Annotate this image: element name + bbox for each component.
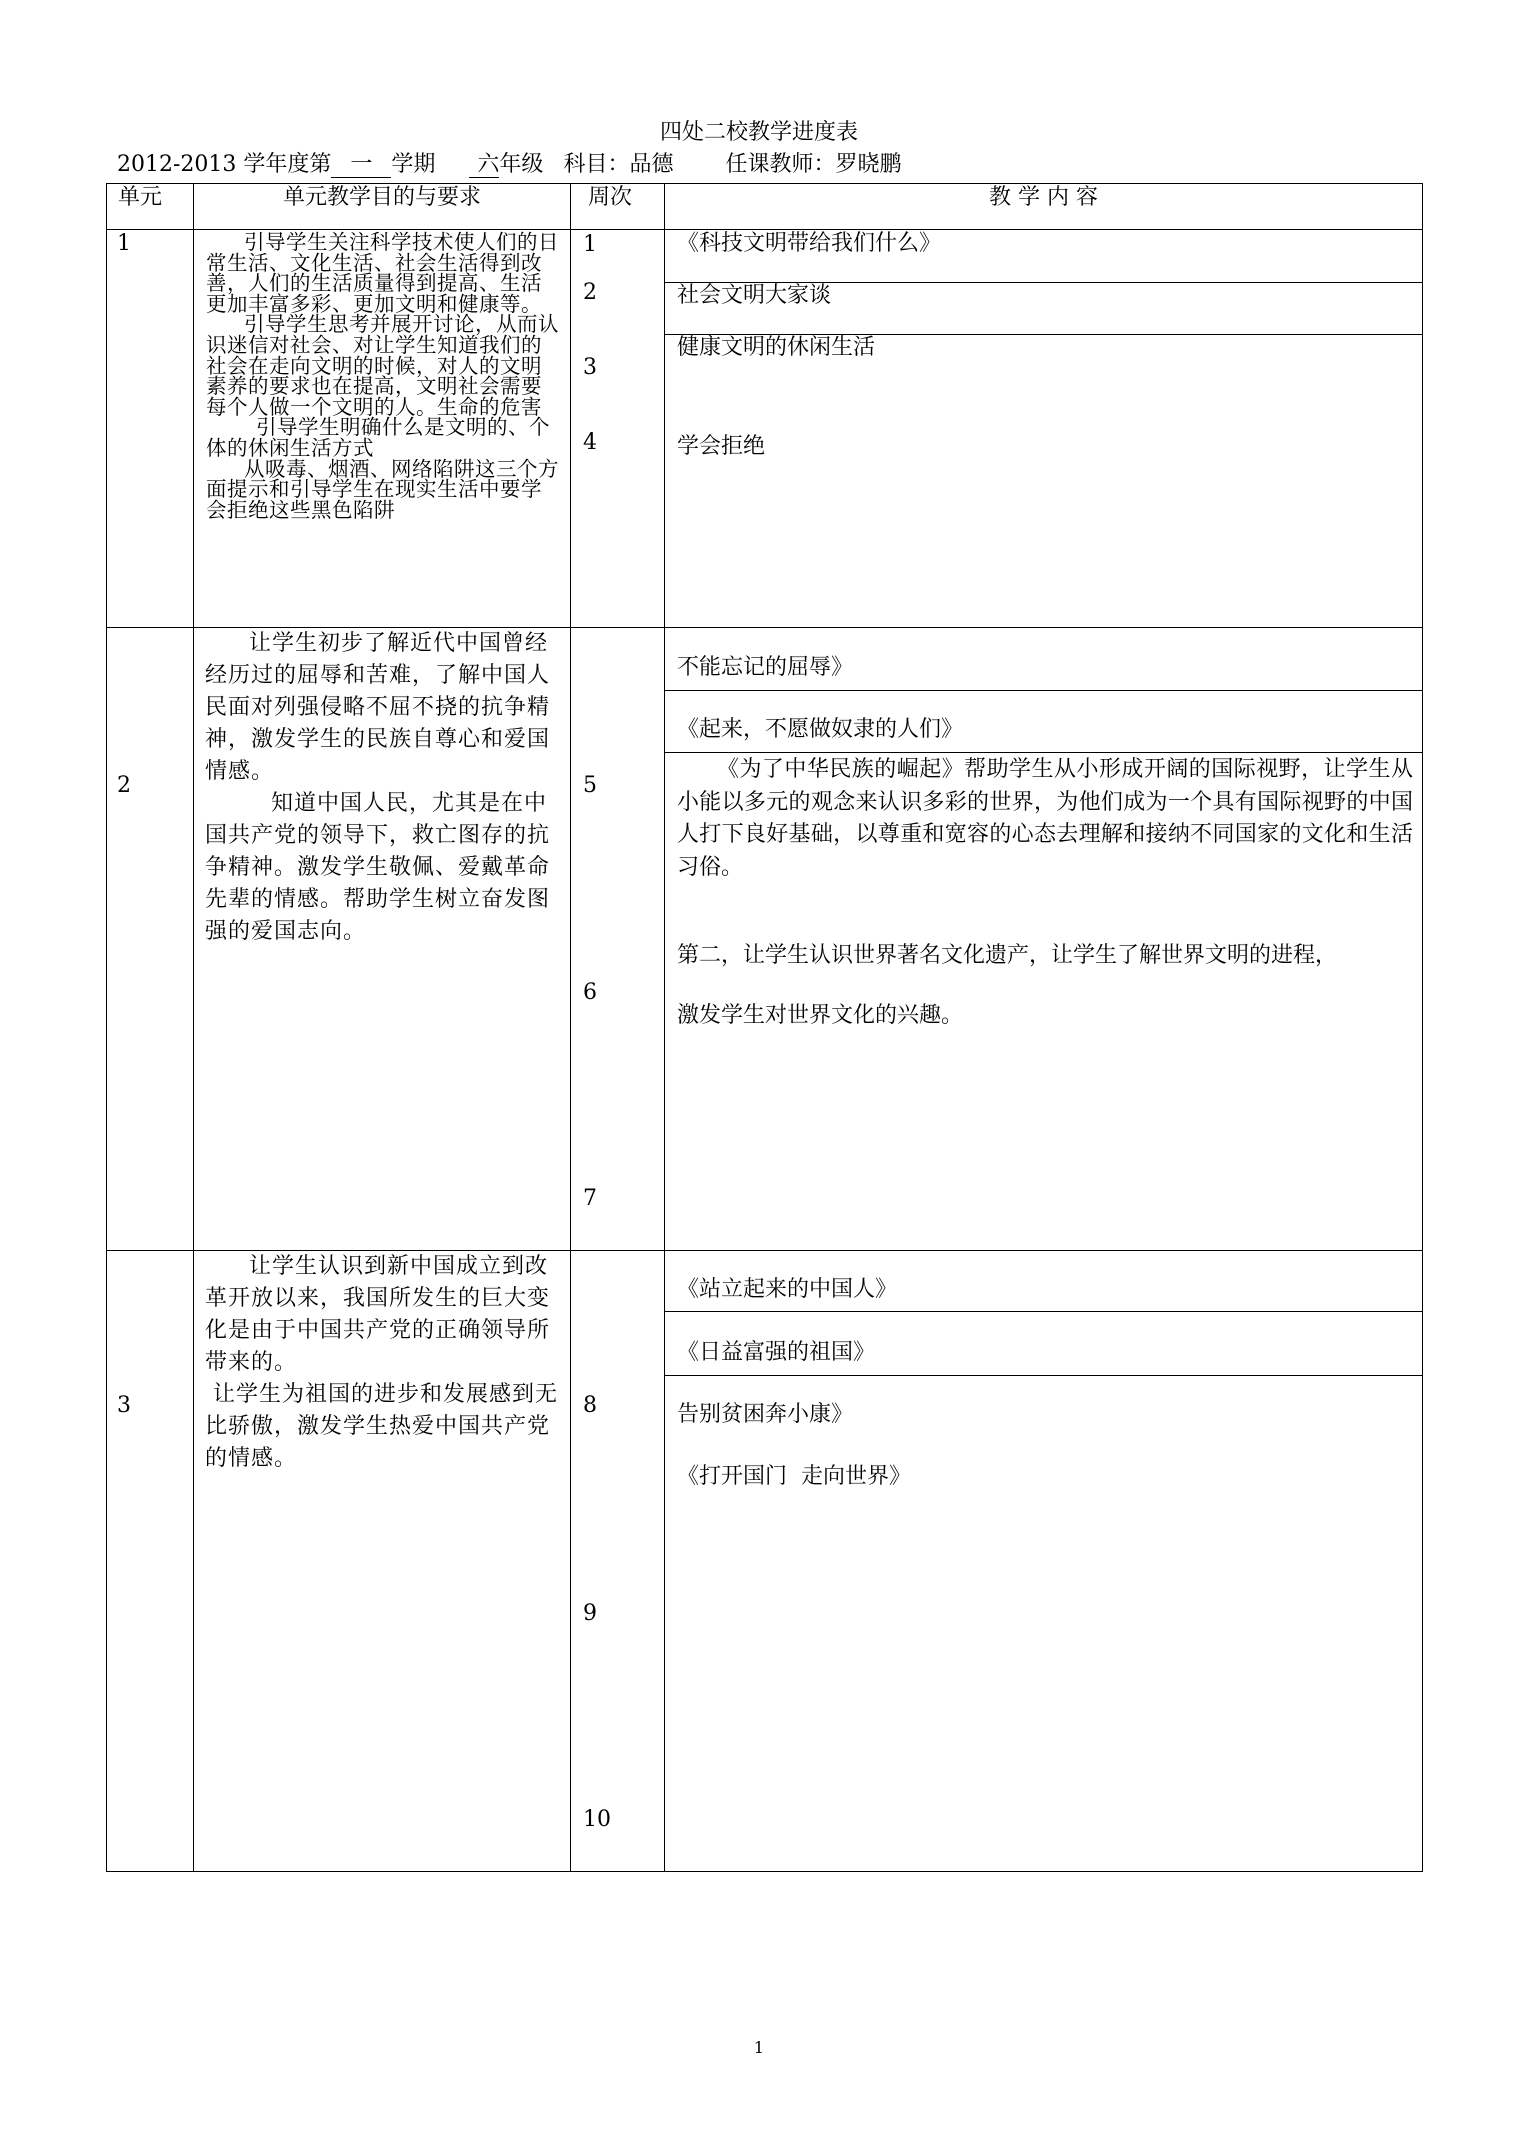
page-number: 1 (753, 2038, 765, 2057)
table-border-right (1422, 183, 1423, 1872)
goal-paragraph: 知道中国人民，尤其是在中国共产党的领导下，救亡图存的抗争精神。激发学生敬佩、爱戴革命先辈的情感。帮助学生树立奋发图强的爱国志向。 (205, 791, 551, 944)
week-number: 10 (583, 1807, 611, 1832)
header-unit: 单元 (118, 185, 163, 210)
header-week: 周次 (588, 185, 633, 210)
lesson-title: 健康文明的休闲生活 (677, 335, 876, 360)
week-number: 3 (583, 355, 597, 380)
week-number: 1 (583, 232, 597, 257)
grade-label: 年级 (499, 152, 544, 177)
teacher-label: 任课教师：罗晓鹏 (725, 152, 902, 177)
grade-number: 六 (469, 153, 499, 178)
lesson-title: 《科技文明带给我们什么》 (677, 231, 942, 256)
goal-paragraph: 引导学生明确什么是文明的、个体的休闲生活方式 (206, 415, 550, 460)
lesson-title: 告别贫困奔小康》 (677, 1402, 854, 1427)
column-divider-2 (570, 183, 571, 1872)
lesson-title: 社会文明大家谈 (677, 283, 832, 308)
term-label: 学期 (391, 152, 436, 177)
goal-paragraph: 让学生初步了解近代中国曾经经历过的屈辱和苦难，了解中国人民面对列强侵略不屈不挠的抗争精神，激发学生的民族自尊心和爱国情感。 (205, 631, 551, 784)
column-divider-1 (193, 183, 194, 1872)
subject-label: 科目：品德 (563, 152, 674, 177)
lesson-title: 《站立起来的中国人》 (677, 1277, 898, 1302)
header-content: 教 学 内 容 (989, 185, 1098, 210)
goal-paragraph: 引导学生关注科学技术使人们的日常生活、文化生活、社会生活得到改善，人们的生活质量得到提高、生活更加丰富多彩、更加文明和健康等。 (206, 230, 559, 316)
lesson-description: 《为了中华民族的崛起》帮助学生从小形成开阔的国际视野，让学生从小能以多元的观念来认识多彩的世界，为他们成为一个具有国际视野的中国人打下良好基础，以尊重和宽容的心态去理解和接纳不同国家的文化和生活习俗。 (677, 757, 1413, 880)
unit-goals (205, 628, 563, 948)
table-border-left (106, 183, 107, 1872)
school-year: 2012-2013 学年度第 (117, 152, 332, 177)
unit-number: 3 (117, 1393, 131, 1418)
lesson-title: 不能忘记的屈辱》 (677, 655, 854, 680)
unit-goals (205, 1251, 563, 1475)
week-number: 9 (583, 1601, 597, 1626)
term-number: 一 (331, 153, 391, 178)
week-number: 6 (583, 980, 597, 1005)
week-number: 2 (583, 280, 597, 305)
lesson-title: 《打开国门 走向世界》 (677, 1464, 911, 1489)
goal-paragraph: 让学生为祖国的进步和发展感到无比骄傲，激发学生热爱中国共产党的情感。 (205, 1382, 559, 1471)
lesson-description: 激发学生对世界文化的兴趣。 (677, 1003, 964, 1028)
content-divider (664, 752, 1423, 753)
goal-paragraph: 从吸毒、烟酒、网络陷阱这三个方面提示和引导学生在现实生活中要学会拒绝这些黑色陷阱 (206, 456, 559, 522)
lesson-title: 《日益富强的祖国》 (677, 1340, 876, 1365)
unit-goals (206, 232, 562, 520)
document-title: 四处二校教学进度表 (659, 120, 858, 145)
document-subtitle (117, 150, 901, 180)
week-number: 7 (583, 1186, 597, 1211)
table-border-bottom (106, 1871, 1423, 1872)
unit-number: 1 (117, 231, 131, 256)
week-number: 5 (583, 773, 597, 798)
goal-paragraph: 让学生认识到新中国成立到改革开放以来，我国所发生的巨大变化是由于中国共产党的正确领导所带来的。 (205, 1254, 551, 1375)
unit-number: 2 (117, 773, 131, 798)
goal-paragraph: 引导学生思考并展开讨论，从而认识迷信对社会、对让学生知道我们的社会在走向文明的时候，对人的文明素养的要求也在提高，文明社会需要每个人做一个文明的人。生命的危害 (206, 312, 559, 419)
content-divider (664, 690, 1423, 691)
header-goals: 单元教学目的与要求 (282, 185, 481, 210)
lesson-description: 第二，让学生认识世界著名文化遗产，让学生了解世界文明的进程， (677, 943, 1338, 968)
content-divider (664, 1375, 1423, 1376)
week-number: 4 (583, 430, 597, 455)
content-divider (664, 1311, 1423, 1312)
lesson-title: 《起来，不愿做奴隶的人们》 (677, 717, 964, 742)
week-number: 8 (583, 1393, 597, 1418)
lesson-title: 学会拒绝 (677, 434, 766, 459)
column-divider-3 (664, 183, 665, 1872)
